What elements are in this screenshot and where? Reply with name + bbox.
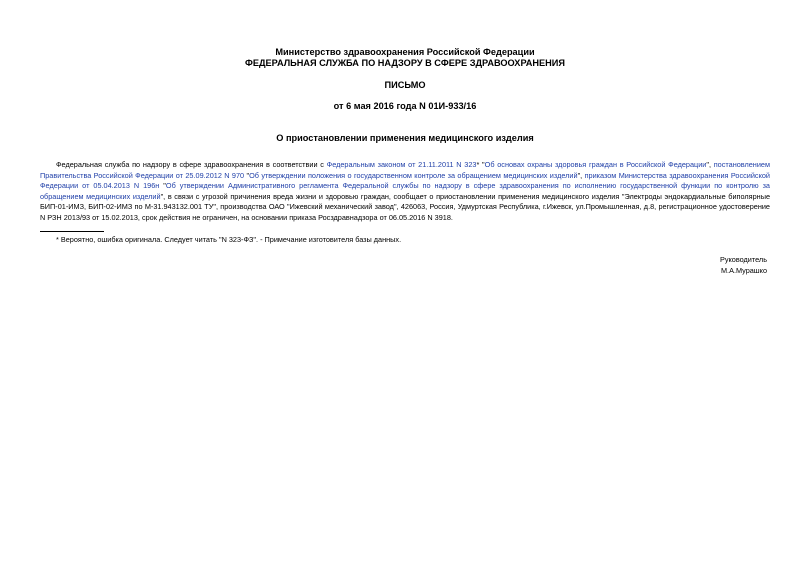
- body-text-1: Федеральная служба по надзору в сфере здравоохранения в соответствии с: [56, 160, 327, 169]
- document-subject: О приостановлении применения медицинского изделия: [276, 133, 534, 143]
- signatory-title: Руководитель: [719, 255, 767, 264]
- ministry-order-link[interactable]: приказом Министерства здравоохранения Российской Федерации от 05.04.2013 N 196н: [40, 170, 770, 190]
- signatory-name: М.А.Мурашко: [720, 266, 767, 275]
- body-text-6: ": [159, 181, 166, 190]
- admin-regulation-link[interactable]: Об утверждении Административного регламента Федеральной службы по надзору в сфере здравоохранения по исполнению государственной функции по контролю за обращением медицинских изделий: [40, 181, 770, 201]
- government-decree-link[interactable]: постановлением Правительства Российской Федерации от 25.09.2012 N 970: [40, 160, 770, 180]
- service-name: ФЕДЕРАЛЬНАЯ СЛУЖБА ПО НАДЗОРУ В СФЕРЕ ЗДРАВООХРАНЕНИЯ: [244, 58, 565, 68]
- footnote: * Вероятно, ошибка оригинала. Следует читать "N 323-ФЗ". - Примечание изготовителя базы данных.: [56, 235, 402, 244]
- body-text-2: * ": [476, 160, 485, 169]
- body-text-7: ", в связи с угрозой причинения вреда жизни и здоровью граждан, сообщает о приостановлении применения медицинского изделия "Электроды эндокардиальные биполярные БИП-01-ИМЗ, БИП-02-ИМЗ по М-31.943132.001 ТУ", производства ОАО "Ижевский механический завод", 426063, Россия, Удмуртская Республика, г.Ижевск, ул.Промышленная, д.8, регистрационное удостоверение N РЗН 2013/93 от 15.02.2013, срок действия не ограничен, на основании приказа Росздравнадзора от 06.05.2016 N 3918.: [40, 191, 770, 222]
- document-body: [40, 160, 770, 223]
- document-number: от 6 мая 2016 года N 01И-933/16: [333, 101, 477, 111]
- document-type: ПИСЬМО: [384, 80, 426, 90]
- document-page: [40, 0, 770, 571]
- body-text-5: ",: [577, 170, 585, 180]
- control-regulation-link[interactable]: Об утверждении положения о государственном контроле за обращением медицинских изделий: [249, 170, 578, 180]
- body-text-4: ": [244, 170, 250, 180]
- health-protection-link[interactable]: Об основах охраны здоровья граждан в Российской Федерации: [484, 160, 707, 169]
- ministry-name: Министерство здравоохранения Российской Федерации: [275, 47, 535, 57]
- footnote-divider: [40, 231, 104, 232]
- federal-law-link[interactable]: Федеральным законом от 21.11.2011 N 323: [326, 160, 477, 169]
- body-text-3: ",: [706, 160, 714, 169]
